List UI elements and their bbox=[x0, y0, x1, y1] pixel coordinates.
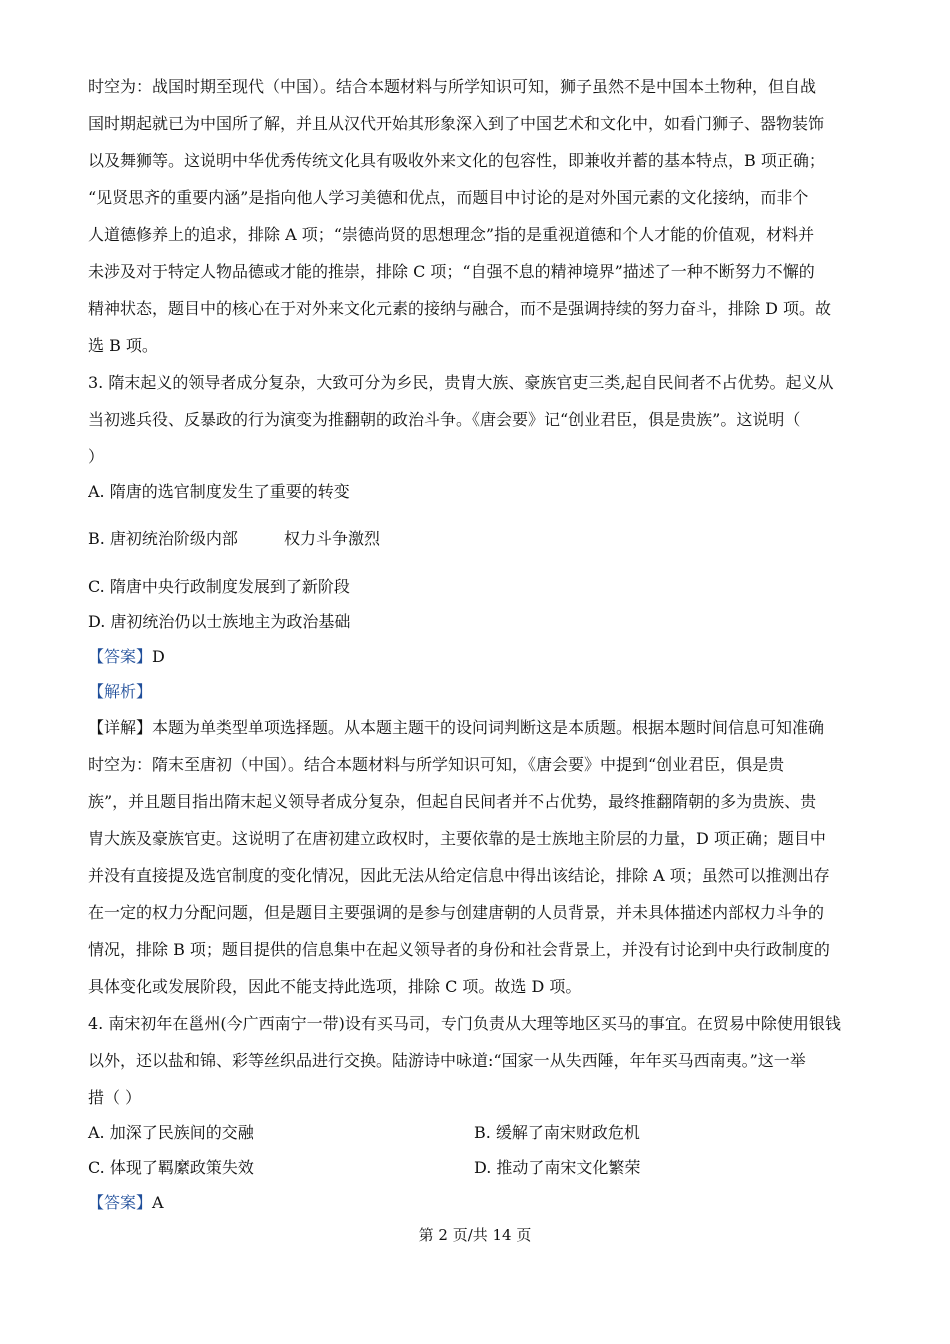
text-line: 未涉及对于特定人物品德或才能的推崇，排除 C 项；“自强不息的精神境界”描述了一种不断努力不懈的 bbox=[88, 262, 815, 281]
detail-tag: 【详解】 bbox=[88, 718, 153, 737]
answer-line bbox=[88, 1192, 868, 1214]
detail-line bbox=[88, 717, 868, 739]
option-c: C. 隋唐中央行政制度发展到了新阶段 bbox=[88, 577, 350, 596]
question-stem-line: 措（ ） bbox=[88, 1088, 142, 1107]
answer-value: D bbox=[152, 647, 165, 666]
option-b-part1: B. 唐初统治阶级内部 bbox=[88, 529, 238, 548]
question-stem-line: 当初逃兵役、反暴政的行为演变为推翻朝的政治斗争。《唐会要》记“创业君臣，俱是贵族”。这说明（ bbox=[88, 410, 801, 429]
question-stem-line: 4. 南宋初年在邕州(今广西南宁一带)设有买马司，专门负责从大理等地区买马的事宜。在贸易中除使用银钱 bbox=[88, 1014, 841, 1033]
answer-line bbox=[88, 646, 868, 668]
option-b-part2: 权力斗争激烈 bbox=[283, 529, 380, 548]
detail-line: 时空为：隋末至唐初（中国）。结合本题材料与所学知识可知，《唐会要》中提到“创业君臣，俱是贵 bbox=[88, 755, 785, 774]
option-b: B. 缓解了南宋财政危机 bbox=[474, 1123, 640, 1142]
text-line: 人道德修养上的追求，排除 A 项；“崇德尚贤的思想理念”指的是重视道德和个人才能的价值观，材料并 bbox=[88, 225, 815, 244]
text-line: 时空为：战国时期至现代（中国）。结合本题材料与所学知识可知，狮子虽然不是中国本土物种，但自战 bbox=[88, 77, 817, 96]
detail-line: 具体变化或发展阶段，因此不能支持此选项，排除 C 项。故选 D 项。 bbox=[88, 977, 582, 996]
answer-value: A bbox=[152, 1193, 164, 1212]
detail-line: 族”，并且题目指出隋末起义领导者成分复杂，但起自民间者并不占优势，最终推翻隋朝的多为贵族、贵 bbox=[88, 792, 817, 811]
detail-line: 并没有直接提及选官制度的变化情况，因此无法从给定信息中得出该结论，排除 A 项；虽然可以推测出存 bbox=[88, 866, 830, 885]
text-line: 以及舞狮等。这说明中华优秀传统文化具有吸收外来文化的包容性，即兼收并蓄的基本特点，B 项正确； bbox=[88, 151, 825, 170]
detail-line: 情况，排除 B 项；题目提供的信息集中在起义领导者的身份和社会背景上，并没有讨论到中央行政制度的 bbox=[88, 940, 830, 959]
detail-line: 胄大族及豪族官吏。这说明了在唐初建立政权时，主要依靠的是士族地主阶层的力量，D 项正确；题目中 bbox=[88, 829, 826, 848]
option-d: D. 推动了南宋文化繁荣 bbox=[474, 1158, 641, 1177]
detail-line: 在一定的权力分配问题，但是题目主要强调的是参与创建唐朝的人员背景，并未具体描述内部权力斗争的 bbox=[88, 903, 825, 922]
page-footer: 第 2 页/共 14 页 bbox=[418, 1226, 532, 1244]
question-stem-line: 以外，还以盐和锦、彩等丝织品进行交换。陆游诗中咏道:“国家一从失西陲，年年买马西南夷。”这一举 bbox=[88, 1051, 806, 1070]
option-a: A. 加深了民族间的交融 bbox=[88, 1123, 254, 1142]
option-d: D. 唐初统治仍以士族地主为政治基础 bbox=[88, 612, 351, 631]
answer-tag: 【答案】 bbox=[88, 1193, 153, 1212]
option-b bbox=[88, 528, 868, 550]
detail-text: 本题为单类型单项选择题。从本题主题干的设问词判断这是本质题。根据本题时间信息可知准确 bbox=[152, 718, 825, 737]
analysis-tag: 【解析】 bbox=[88, 682, 153, 701]
text-line: 选 B 项。 bbox=[88, 336, 158, 355]
text-line: 国时期起就已为中国所了解，并且从汉代开始其形象深入到了中国艺术和文化中，如看门狮子、器物装饰 bbox=[88, 114, 825, 133]
question-stem-line: 3. 隋末起义的领导者成分复杂，大致可分为乡民，贵胄大族、豪族官吏三类,起自民间者不占优势。起义从 bbox=[88, 373, 834, 392]
question-stem-line: ） bbox=[88, 447, 105, 466]
text-line: “见贤思齐的重要内涵”是指向他人学习美德和优点，而题目中讨论的是对外国元素的文化接纳，而非个 bbox=[88, 188, 809, 207]
analysis-line bbox=[88, 681, 868, 703]
text-line: 精神状态，题目中的核心在于对外来文化元素的接纳与融合，而不是强调持续的努力奋斗，排除 D 项。故 bbox=[88, 299, 832, 318]
answer-tag: 【答案】 bbox=[88, 647, 153, 666]
option-c: C. 体现了羁縻政策失效 bbox=[88, 1158, 254, 1177]
option-a: A. 隋唐的选官制度发生了重要的转变 bbox=[88, 482, 350, 501]
